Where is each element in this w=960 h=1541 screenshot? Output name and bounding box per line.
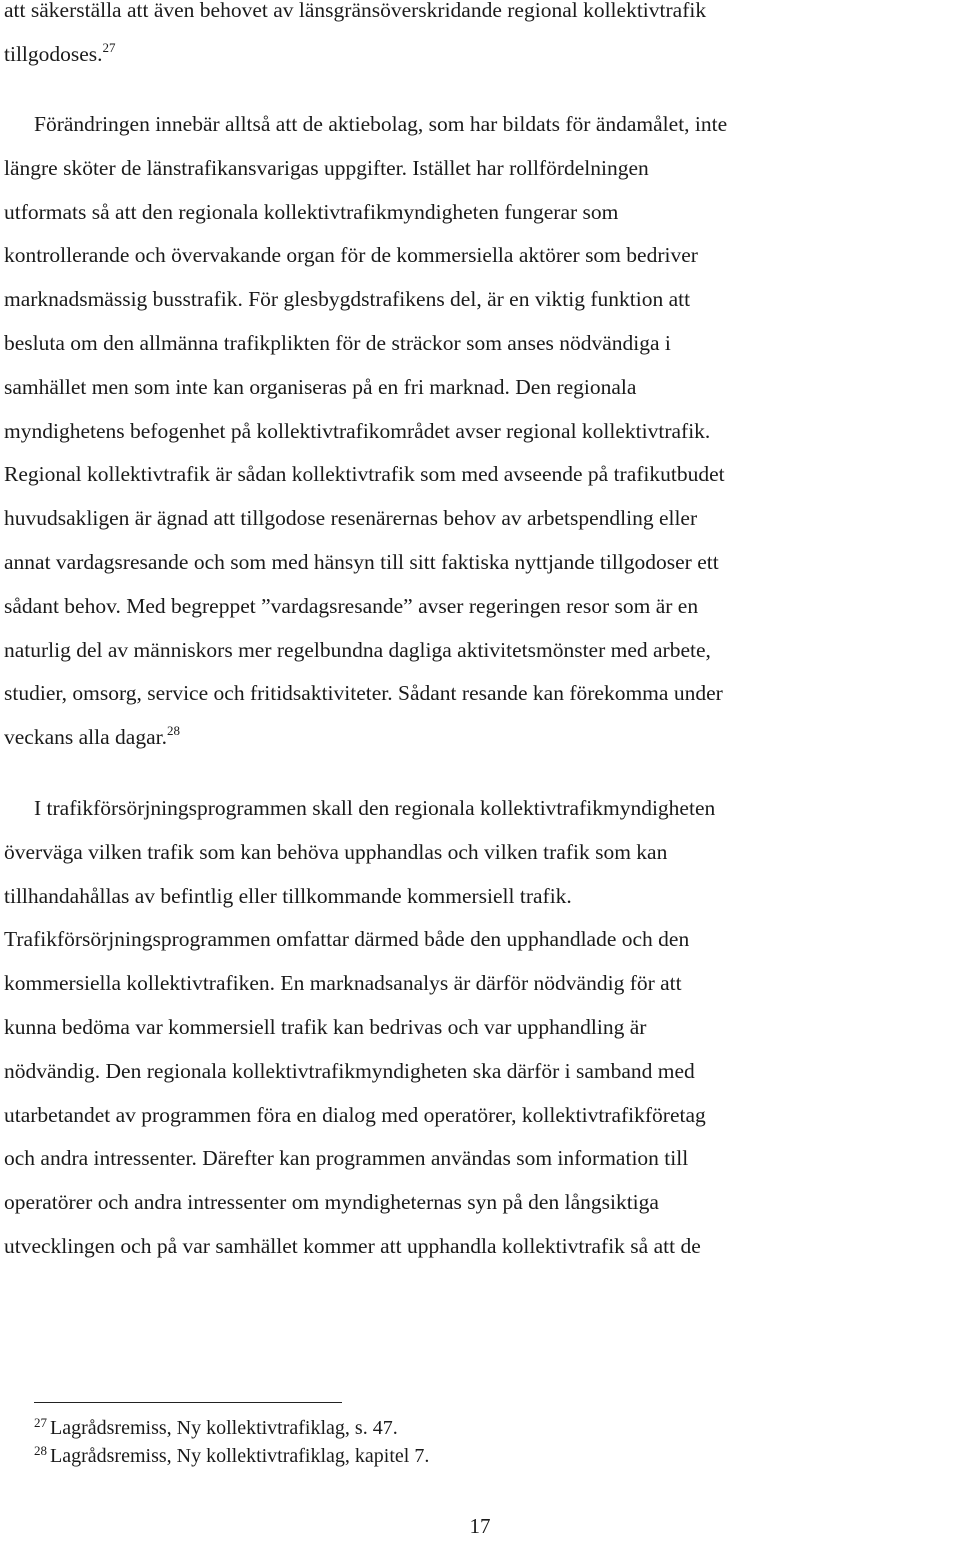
- footnote-28: [34, 1442, 429, 1470]
- text-line: I trafikförsörjningsprogrammen skall den regionala kollektivtrafikmyndigheten: [34, 796, 716, 820]
- footnote-ref-28[interactable]: 28: [166, 723, 180, 739]
- text-line: studier, omsorg, service och fritidsaktiviteter. Sådant resande kan förekomma under: [4, 681, 723, 706]
- text-line: längre sköter de länstrafikansvarigas uppgifter. Istället har rollfördelningen: [4, 155, 649, 180]
- text-line: besluta om den allmänna trafikplikten för de sträckor som anses nödvändiga i: [4, 330, 671, 355]
- paragraph-1: [4, 0, 956, 77]
- text-line: tillgodoses.$^{27}$: [4, 39, 116, 66]
- paragraph-3: [4, 787, 956, 1269]
- text-line: nödvändig. Den regionala kollektivtrafikmyndigheten ska därför i samband med: [4, 1058, 695, 1083]
- text-line: Trafikförsörjningsprogrammen omfattar därmed både den upphandlade och den: [4, 927, 690, 952]
- footnote-ref-27[interactable]: 27: [102, 39, 116, 55]
- text-line: Regional kollektivtrafik är sådan kollektivtrafik som med avseende på trafikutbudet: [4, 462, 725, 487]
- footnote-27: [34, 1414, 429, 1442]
- text-line: naturlig del av människors mer regelbundna dagliga aktivitetsmönster med arbete,: [4, 637, 711, 662]
- text-line: sådant behov. Med begreppet ”vardagsresande” avser regeringen resor som är en: [4, 593, 699, 618]
- text-line: kontrollerande och övervakande organ för de kommersiella aktörer som bedriver: [4, 243, 698, 268]
- text-line: myndighetens befogenhet på kollektivtrafikområdet avser regional kollektivtrafik.: [4, 418, 711, 443]
- text-line: veckans alla dagar.$^{28}$: [4, 723, 180, 750]
- footnote-number: 28: [34, 1443, 47, 1458]
- text-line: samhället men som inte kan organiseras på en fri marknad. Den regionala: [4, 374, 637, 399]
- text-line: tillhandahållas av befintlig eller tillkommande kommersiell trafik.: [4, 883, 572, 908]
- footnote-number: 27: [34, 1415, 47, 1430]
- page-number: 17: [469, 1514, 491, 1538]
- text-line: huvudsakligen är ägnad att tillgodose resenärernas behov av arbetspendling eller: [4, 506, 698, 531]
- text-line: operatörer och andra intressenter om myndigheternas syn på den långsiktiga: [4, 1190, 659, 1215]
- text-line: kunna bedöma var kommersiell trafik kan bedrivas och var upphandling är: [4, 1014, 647, 1039]
- text-line: och andra intressenter. Därefter kan programmen användas som information till: [4, 1146, 689, 1171]
- text-line: annat vardagsresande och som med hänsyn till sitt faktiska nyttjande tillgodoser ett: [4, 549, 719, 574]
- text-line: utvecklingen och på var samhället kommer att upphandla kollektivtrafik så att de: [4, 1233, 701, 1258]
- text-line: att säkerställa att även behovet av länsgränsöverskridande regional kollektivtrafik: [4, 0, 707, 22]
- text-line: kommersiella kollektivtrafiken. En marknadsanalys är därför nödvändig för att: [4, 971, 682, 996]
- text-line: marknadsmässig busstrafik. För glesbygdstrafikens del, är en viktig funktion att: [4, 287, 691, 312]
- text-line: utarbetandet av programmen föra en dialog med operatörer, kollektivtrafikföretag: [4, 1102, 706, 1127]
- paragraph-2: [4, 103, 956, 760]
- text-line: utformats så att den regionala kollektivtrafikmyndigheten fungerar som: [4, 199, 619, 224]
- text-line: överväga vilken trafik som kan behöva upphandlas och vilken trafik som kan: [4, 839, 668, 864]
- footnote-divider: [34, 1402, 342, 1403]
- text-line: Förändringen innebär alltså att de aktiebolag, som har bildats för ändamålet, inte: [34, 112, 728, 136]
- footnote-text: Lagrådsremiss, Ny kollektivtrafiklag, s. 47.: [50, 1417, 398, 1439]
- footnotes: [34, 1414, 429, 1470]
- footnote-text: Lagrådsremiss, Ny kollektivtrafiklag, kapitel 7.: [50, 1445, 430, 1467]
